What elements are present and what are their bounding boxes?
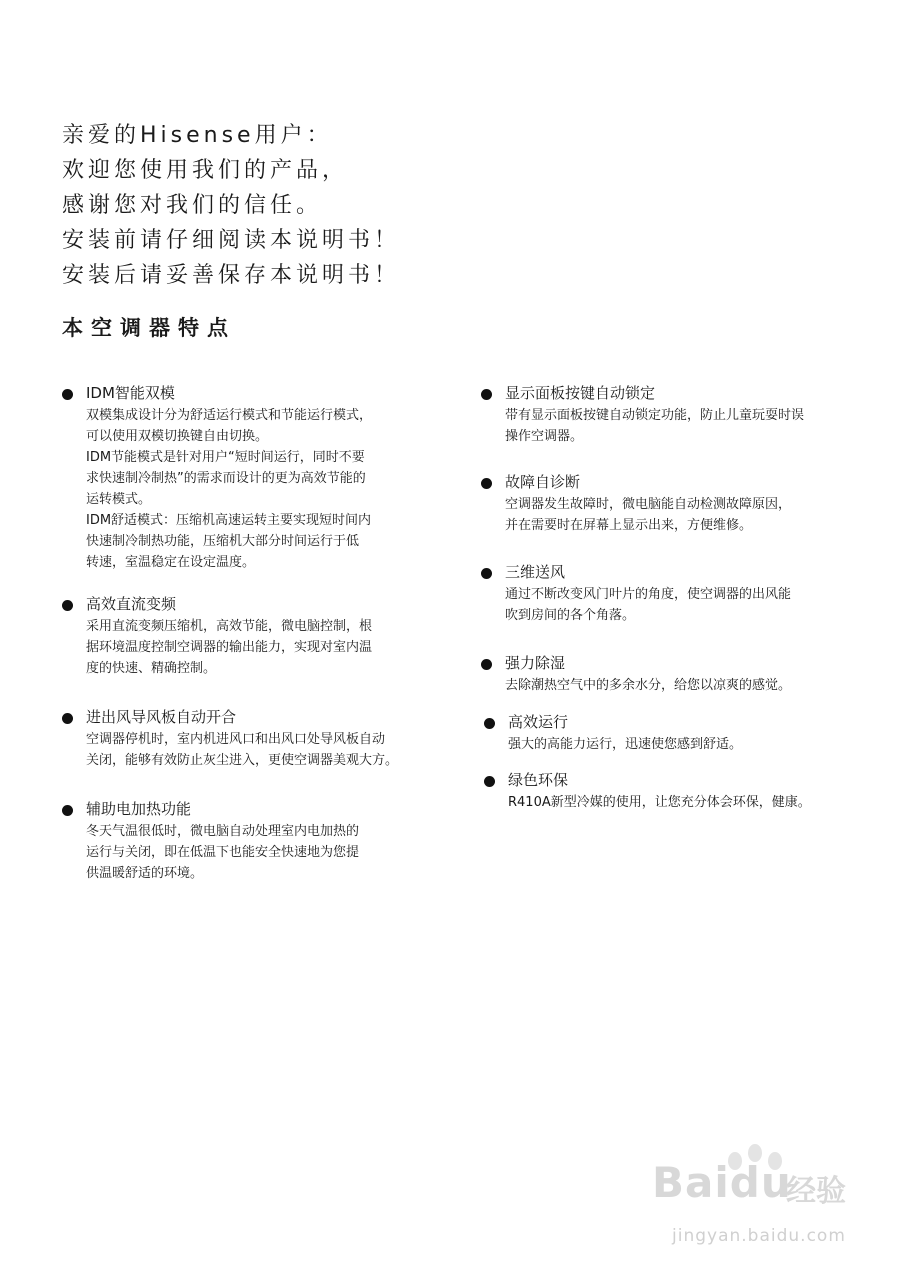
bullet-icon — [62, 713, 73, 724]
feature-heater — [86, 799, 359, 884]
feature-idm — [86, 383, 372, 573]
body-line: 空调器停机时，室内机进风口和出风口处导风板自动 — [86, 732, 386, 747]
body-line: 空调器发生故障时，微电脑能自动检测故障原因， — [505, 497, 792, 512]
greeting-line: 安装前请仔细阅读本说明书！ — [62, 228, 401, 253]
body-line: IDM舒适模式：压缩机高速运转主要实现短时间内 — [86, 513, 372, 528]
feature-body — [86, 616, 372, 679]
feature-body — [86, 729, 398, 771]
body-line: 带有显示面板按键自动锁定功能，防止儿童玩耍时误 — [505, 408, 805, 423]
bullet-icon — [481, 659, 492, 670]
feature-dehumidify — [505, 653, 791, 696]
feature-title: 进出风导风板自动开合 — [86, 708, 237, 726]
bullet-icon — [481, 568, 492, 579]
greeting-block — [62, 118, 400, 293]
bullet-icon — [62, 805, 73, 816]
feature-panel-lock — [505, 383, 804, 447]
feature-body — [86, 821, 359, 884]
body-line: 度的快速、精确控制。 — [86, 661, 217, 676]
bullet-icon — [62, 600, 73, 611]
body-line: 通过不断改变风门叶片的角度，使空调器的出风能 — [505, 587, 792, 602]
feature-title: 高效运行 — [508, 713, 569, 731]
feature-self-diagnosis — [505, 472, 791, 536]
bullet-icon — [481, 478, 492, 489]
body-line: 转速，室温稳定在设定温度。 — [86, 555, 256, 570]
bullet-icon — [481, 389, 492, 400]
body-line: 并在需要时在屏幕上显示出来，方便维修。 — [505, 518, 753, 533]
feature-body — [505, 584, 791, 626]
feature-title: 强力除湿 — [505, 654, 566, 672]
body-line: 求快速制冷制热”的需求而设计的更为高效节能的 — [86, 471, 366, 486]
feature-title: 高效直流变频 — [86, 595, 177, 613]
section-title: 本空调器特点 — [62, 316, 236, 340]
body-line: 据环境温度控制空调器的输出能力，实现对室内温 — [86, 640, 373, 655]
feature-body — [505, 405, 804, 447]
body-line: R410A新型冷媒的使用，让您充分体会环保，健康。 — [508, 795, 811, 810]
body-line: 吹到房间的各个角落。 — [505, 608, 636, 623]
feature-green — [508, 770, 811, 813]
greeting-line: 安装后请妥善保存本说明书！ — [62, 263, 401, 288]
bullet-icon — [484, 718, 495, 729]
feature-body — [505, 494, 791, 536]
bullet-icon — [484, 776, 495, 787]
body-line: IDM节能模式是针对用户“短时间运行，同时不要 — [86, 450, 365, 465]
feature-efficient — [508, 712, 742, 755]
feature-body — [505, 675, 791, 696]
feature-dc-inverter — [86, 594, 372, 679]
feature-louver — [86, 707, 398, 771]
bullet-icon — [62, 389, 73, 400]
body-line: 运行与关闭，即在低温下也能安全快速地为您提 — [86, 845, 360, 860]
body-line: 强大的高能力运行，迅速使您感到舒适。 — [508, 737, 743, 752]
body-line: 去除潮热空气中的多余水分，给您以凉爽的感觉。 — [505, 678, 792, 693]
watermark-brand: Baidu — [652, 1158, 792, 1207]
body-line: 可以使用双模切换键自由切换。 — [86, 429, 269, 444]
body-line: 双模集成设计分为舒适运行模式和节能运行模式， — [86, 408, 373, 423]
greeting-line: 感谢您对我们的信任。 — [62, 193, 323, 218]
feature-3d-airflow — [505, 562, 791, 626]
feature-title: 故障自诊断 — [505, 473, 581, 491]
body-line: 供温暖舒适的环境。 — [86, 866, 204, 881]
body-line: 冬天气温很低时，微电脑自动处理室内电加热的 — [86, 824, 360, 839]
feature-title: 绿色环保 — [508, 771, 569, 789]
body-line: 运转模式。 — [86, 492, 152, 507]
feature-body — [86, 405, 372, 573]
watermark-url: jingyan.baidu.com — [672, 1226, 846, 1246]
feature-title: IDM智能双模 — [86, 384, 175, 402]
body-line: 关闭，能够有效防止灰尘进入，更使空调器美观大方。 — [86, 753, 399, 768]
feature-title: 三维送风 — [505, 563, 566, 581]
feature-title: 辅助电加热功能 — [86, 800, 192, 818]
body-line: 快速制冷制热功能，压缩机大部分时间运行于低 — [86, 534, 360, 549]
body-line: 操作空调器。 — [505, 429, 584, 444]
feature-body — [508, 792, 811, 813]
body-line: 采用直流变频压缩机，高效节能，微电脑控制，根 — [86, 619, 373, 634]
greeting-line: 亲爱的Hisense用户： — [62, 123, 333, 148]
feature-body — [508, 734, 742, 755]
watermark-cn: 经验 — [786, 1174, 846, 1209]
feature-title: 显示面板按键自动锁定 — [505, 384, 656, 402]
greeting-line: 欢迎您使用我们的产品， — [62, 158, 349, 183]
